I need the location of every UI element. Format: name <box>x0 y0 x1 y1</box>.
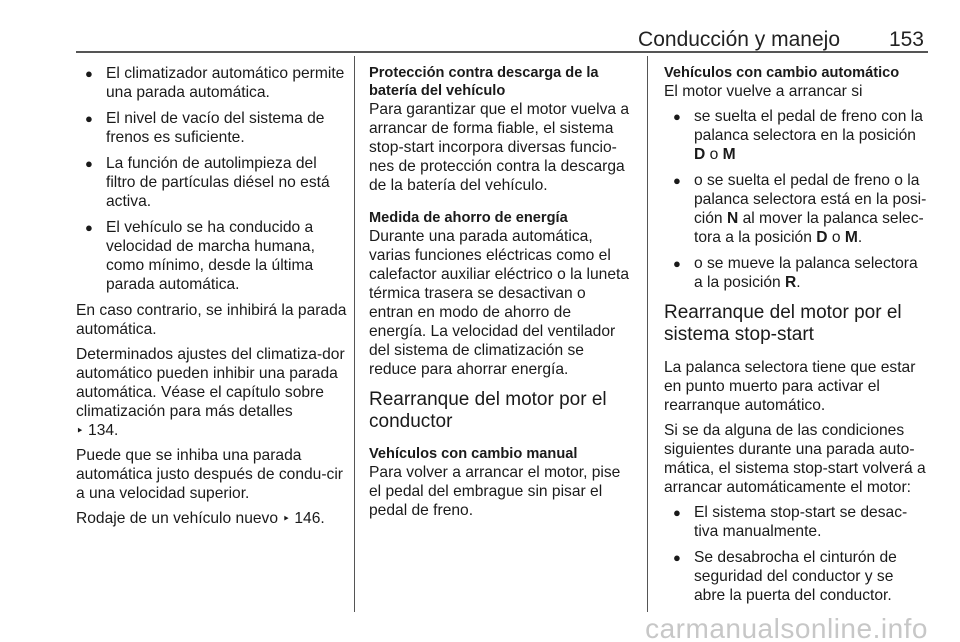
bullet-icon: ● <box>85 220 93 235</box>
bullet-icon: ● <box>673 505 681 520</box>
condition-list <box>76 64 348 294</box>
header-rule <box>76 51 928 53</box>
list-item: ● El nivel de vacío del sistema de frenos es suficiente. <box>85 110 325 146</box>
column-1 <box>76 64 348 534</box>
bullet-icon: ● <box>673 173 681 188</box>
list-item: ● Se desabrocha el cinturón de seguridad del conductor y se abre la puerta del conductor. <box>673 549 897 604</box>
column-3 <box>664 64 928 612</box>
list-item: ● La función de autolimpieza del filtro de partículas diésel no está activa. <box>85 155 330 210</box>
subheading: Vehículos con cambio manual <box>369 446 578 462</box>
bullet-icon: ● <box>673 550 681 565</box>
reference-arrow-icon: ‣ <box>282 511 291 526</box>
list-item: ● o se suelta el pedal de freno o la palanca selectora está en la posi-ción N al mover la palanca selec-tora a la posición D o M. <box>673 172 927 246</box>
section-heading: Rearranque del motor por el conductor <box>369 389 607 432</box>
column-divider-2 <box>647 56 648 612</box>
watermark: carmanualsonline.info <box>645 613 928 642</box>
subheading: Vehículos con cambio automático <box>664 65 900 81</box>
paragraph: El motor vuelve a arrancar si <box>664 83 863 100</box>
list-item: ● El vehículo se ha conducido a velocidad de marcha humana, como mínimo, desde la última parada automática. <box>85 219 315 293</box>
list-item: ● o se mueve la palanca selectora a la posición R. <box>673 255 918 291</box>
section-heading: Rearranque del motor por el sistema stop-start <box>664 302 902 345</box>
list-item: ● El climatizador automático permite una parada automática. <box>85 65 345 101</box>
page-number: 153 <box>888 28 924 51</box>
list-item: ● se suelta el pedal de freno con la palanca selectora en la posición D o M <box>673 108 923 163</box>
column-divider-1 <box>354 56 355 612</box>
section-title: Conducción y manejo <box>638 28 840 51</box>
restart-condition-list <box>664 107 928 292</box>
subheading: Protección contra descarga de la batería del vehículo <box>369 65 599 99</box>
bullet-icon: ● <box>85 66 93 81</box>
paragraph: Para volver a arrancar el motor, pise el pedal del embrague sin pisar el pedal de freno. <box>369 464 621 519</box>
bullet-icon: ● <box>85 111 93 126</box>
paragraph: En caso contrario, se inhibirá la parada automática. <box>76 302 347 338</box>
paragraph: Durante una parada automática, varias funciones eléctricas como el calefactor auxiliar eléctrico o la luneta térmica trasera se desactivan o entran en modo de ahorro de energía. La velocidad del ventilador del sistema de climatización se reduce para ahorrar energía. <box>369 228 630 378</box>
page-reference-link[interactable]: 146. <box>294 510 325 527</box>
bullet-icon: ● <box>673 256 681 271</box>
reference-arrow-icon: ‣ <box>76 423 84 438</box>
column-2 <box>369 64 631 526</box>
bullet-icon: ● <box>85 156 93 171</box>
paragraph: Determinados ajustes del climatiza-dor automático pueden inhibir una parada automática. Véase el capítulo sobre climatización para más detalles ‣ 134. <box>76 346 345 439</box>
bullet-icon: ● <box>673 109 681 124</box>
page-header <box>76 24 928 52</box>
paragraph: Para garantizar que el motor vuelva a arrancar de forma fiable, el sistema stop-start incorpora diversas funcio-nes de protección contra la descarga de la batería del vehículo. <box>369 101 630 194</box>
page-reference-link[interactable]: 134. <box>88 422 119 439</box>
auto-restart-list <box>664 503 928 605</box>
subheading: Medida de ahorro de energía <box>369 210 568 226</box>
list-item: ● El sistema stop-start se desac-tiva manualmente. <box>673 504 908 540</box>
paragraph: Puede que se inhiba una parada automática justo después de condu-cir a una velocidad superior. <box>76 447 343 502</box>
paragraph: Si se da alguna de las condiciones siguientes durante una parada auto-mática, el sistema stop-start volverá a arrancar automáticamente el motor: <box>664 422 926 496</box>
paragraph: La palanca selectora tiene que estar en punto muerto para activar el rearranque automático. <box>664 359 916 414</box>
paragraph: Rodaje de un vehículo nuevo ‣ 146. <box>76 510 325 527</box>
